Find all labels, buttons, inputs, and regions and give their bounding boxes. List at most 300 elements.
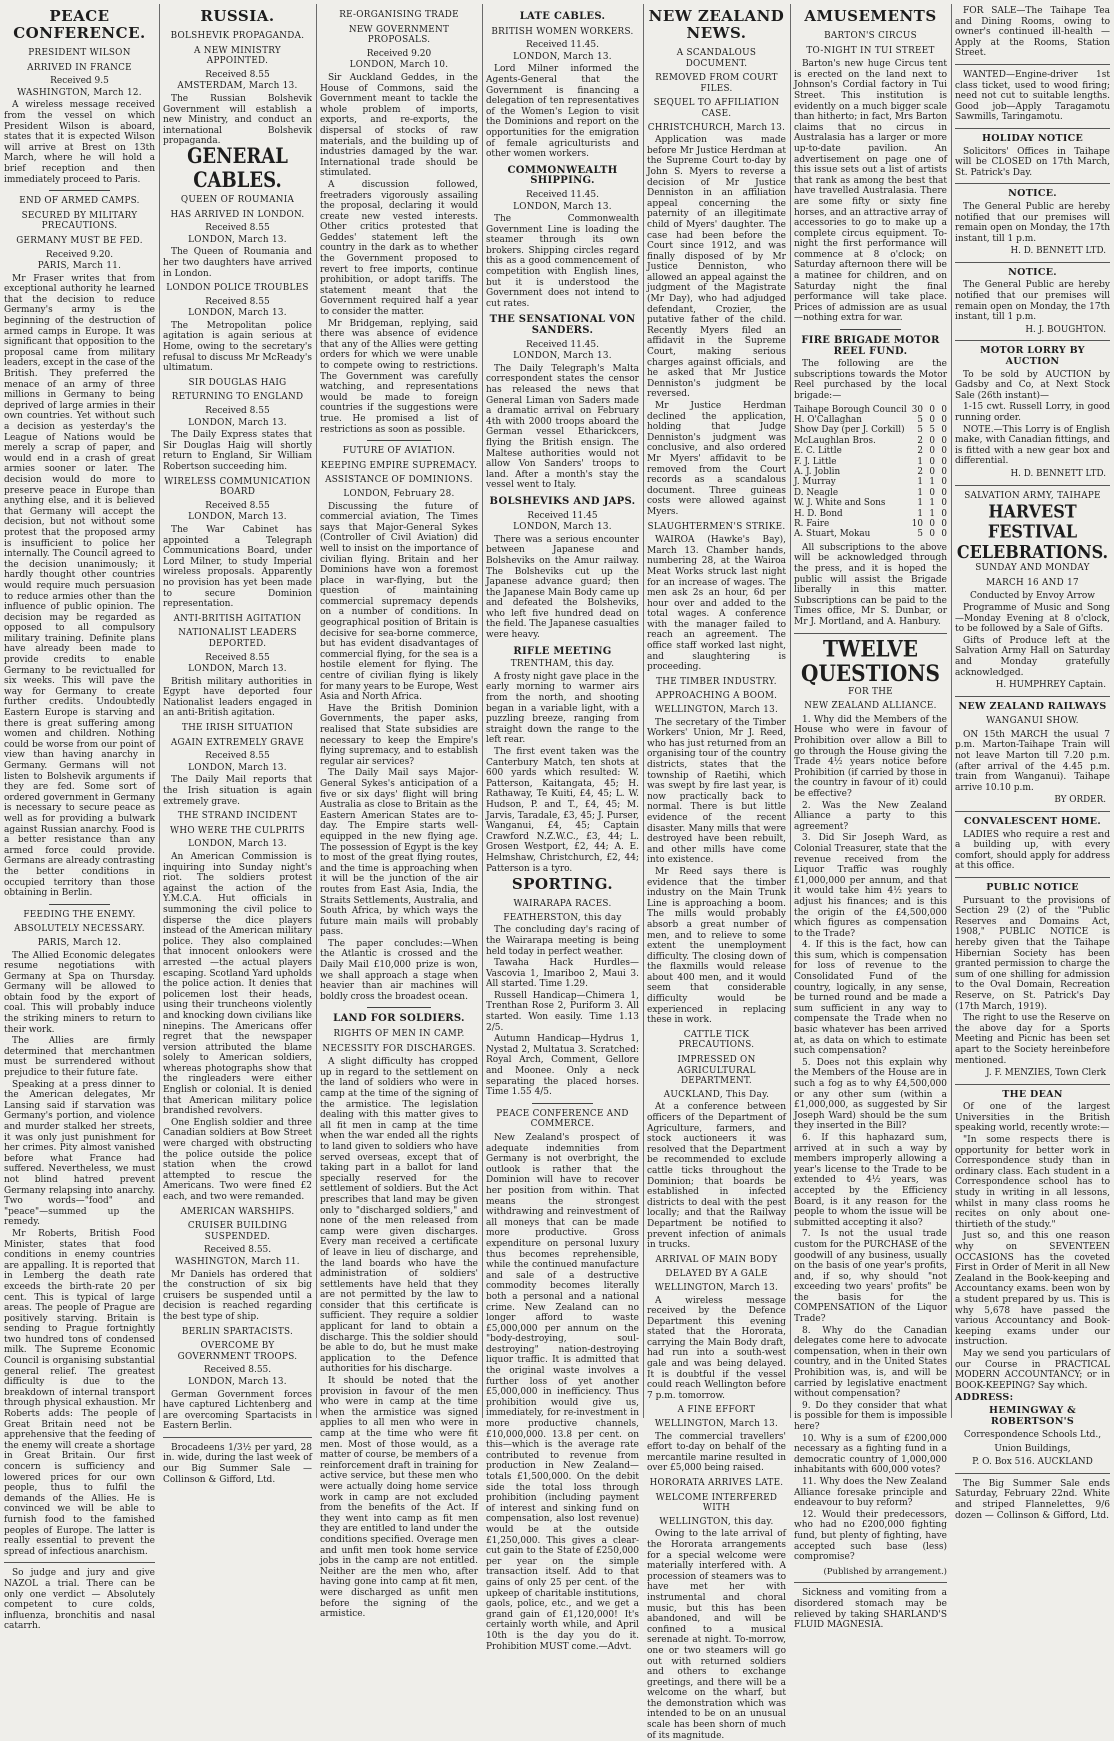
- headline: A FINE EFFORT: [677, 1405, 756, 1416]
- headline: BOLSHEVIK PROPAGANDA.: [170, 31, 305, 41]
- amount-pounds: 1: [917, 456, 923, 467]
- address-label: ADDRESS:: [955, 1392, 1014, 1404]
- subheadline: IMPRESSED ON AGRICULTURAL DEPARTMENT.: [677, 1055, 756, 1087]
- notice-text: To be sold by AUCTION by Gadsby and Co, at Next Stock Sale (26th instant)—: [955, 369, 1110, 401]
- subheadline: AGAIN EXTREMELY GRAVE: [170, 737, 305, 748]
- amount-shillings: 0: [929, 519, 935, 530]
- address-line: Correspondence Schools Ltd.,: [963, 1430, 1102, 1441]
- article-paragraph: One English soldier and three Canadian soldiers at Bow Street were charged with obstructing the police outside the police station when the crowd attempted to rescue the Americans. Two were fined £2 each, and two were remanded.: [163, 1117, 312, 1202]
- notice-text: Programme of Music and Song—Monday Evening at 8 o'clock, to be followed by a Sale of Gifts.: [955, 602, 1110, 635]
- headline: THE STRAND INCIDENT: [177, 811, 298, 822]
- headline: CATTLE TICK PRECAUTIONS.: [678, 1029, 755, 1051]
- received-time: Received 8.55: [205, 406, 270, 417]
- amount-shillings: 0: [929, 467, 935, 478]
- dateline: AMSTERDAM, March 13.: [177, 81, 298, 92]
- article-paragraph: The following are the subscriptions towards the Motor Reel purchased by the local brigade:—: [794, 359, 947, 401]
- headline: THE SENSATIONAL VON SANDERS.: [489, 314, 636, 337]
- headline: BARTON'S CIRCUS: [824, 31, 917, 41]
- question-item: 12. Would their predecessors, who had no £200,000 fighting fund, but plenty of fighting, have accepted such base (less) compromise?: [794, 1509, 947, 1563]
- amount-shillings: 0: [929, 487, 935, 498]
- article-paragraph: All subscriptions to the above will be acknowledged through the press, and it is hoped the public will assist the Brigade liberally in this matter. Subscriptions can be paid to the Times office, Mr S. Dunbar, or Mr J. Mortland, and A. Hanbury.: [794, 542, 947, 628]
- notice-text: The General Public are hereby notified that our premises will remain open on Monday, the 17th instant, till 1 p.m.: [955, 280, 1110, 323]
- amount-pence: 0: [941, 415, 947, 425]
- notice-signature: BY ORDER.: [1054, 795, 1106, 806]
- column-rule: [316, 4, 317, 1418]
- article-paragraph: The secretary of the Timber Workers' Union, Mr J. Reed, who has just returned from an organising tour of the country districts, states that the township of Raetihi, which was swept by fire last year, is now practically back to normal. There is but little evidence of the recent disaster. Many mills that were destroyed have been rebuilt, and other mills have come into existence.: [647, 717, 786, 866]
- notice-text: Of one of the largest Universities in the British speaking world, recently wrote:—: [955, 1102, 1110, 1134]
- article-paragraph: There was a serious encounter between Japanese and Bolsheviks on the Amur railway. The Bolsheviks cut up the Japanese advance guard; then the Japanese Main Body came up and defeated the Bolsheviks, who left five hundred dead on the field. The Japanese casualties were heavy.: [486, 534, 639, 641]
- article-paragraph: Application was made before Mr Justice Herdman at the Supreme Court to-day by John S. Myers to reverse a decision of Mr Justice Denniston in an affiliation appeal concerning the paternity of an illegitimate child of Myers' daughter. The case had been before the Court since 1912, and was finally disposed of by Mr Justice Denniston, who allowed an appeal against the judgment of the Magistrate (Mr Day), who had adjudged defendant, Crozier, the putative father of the child. Recently Myers filed an affidavit in the Supreme Court, making serious charges against officials, and he asked that Mr Justice Denniston's judgment be reversed.: [647, 135, 786, 400]
- amount-pence: 0: [941, 477, 947, 488]
- subscriber-name: Show Day (per J. Corkill): [794, 425, 905, 436]
- article-paragraph: Speaking at a press dinner to the American delegates, Mr Lansing said if starvation was Germany's portion, and violence and murder stalked her streets, it was only just punishment for her crimes. Pity almost vanished before what France had suffered. Nevertheless, we must not blind hatred prevent Germany relapsing into anarchy. Two words—"food" and "peace"—summed up the remedy.: [4, 1079, 155, 1228]
- address-line: P. O. Box 516. AUCKLAND: [972, 1457, 1093, 1468]
- amount-pence: 0: [941, 529, 947, 540]
- article-paragraph: The concluding day's racing of the Wairarapa meeting is being held today in perfect weather.: [486, 925, 639, 957]
- headline: HORORATA ARRIVES LATE.: [649, 1478, 784, 1488]
- divider: [367, 440, 430, 441]
- amount-pounds: 30: [911, 404, 923, 415]
- divider: [955, 340, 1110, 341]
- article-paragraph: A slight difficulty has cropped up in regard to the settlement on the land of soldiers who were in camp at the time of the signing of the armistice. The legislation dealing with this matter gives to all fit men in camp at the time when the war ended all the rights to land given to soldiers who have served overseas, except that of taking part in a ballot for land specially reserved for the settlement of soldiers. But the Act prescribes that land may be given only to "discharged soldiers," and none of the men released from camp were given discharges. Every man received a certificate of leave in lieu of discharge, and the land boards who have the administration of soldiers' settlements have held that they are not permitted by the law to consider that this certificate is sufficient. They require a soldier applicant for land to obtain a discharge. This the soldier should be able to do, but he must make application to the Defence authorities for his discharge.: [320, 1057, 478, 1375]
- dateline: LONDON, March 13.: [188, 512, 287, 523]
- subheadline: CRUISER BUILDING SUSPENDED.: [187, 1221, 288, 1242]
- section-title: AMUSEMENTS: [804, 7, 937, 25]
- headline: ANTI-BRITISH AGITATION: [173, 613, 302, 624]
- article-paragraph: British military authorities in Egypt have deported four Nationalist leaders engaged in an anti-British agitation.: [163, 676, 312, 719]
- subscriber-name: McLaughlan Bros.: [794, 435, 876, 446]
- section-title: TWELVE QUESTIONS: [801, 634, 940, 687]
- headline: WIRELESS COMMUNICATION BOARD: [164, 476, 311, 498]
- article-paragraph: Have the British Dominion Governments, the paper asks, realised that State subsidies are necessary to keep the Empire's flying supremacy, and to establish regular air services?: [320, 703, 478, 767]
- article-paragraph: The Daily Express states that Sir Douglas Haig will shortly return to England, Sir William Robertson succeeding him.: [163, 430, 312, 472]
- subheadline: DELAYED BY A GALE: [665, 1269, 768, 1280]
- divider: [49, 904, 109, 905]
- questions-list: [794, 715, 947, 1563]
- divider: [955, 696, 1110, 697]
- subscriber-name: A. J. Joblin: [794, 467, 841, 478]
- notice-title: SALVATION ARMY, TAIHAPE: [964, 490, 1101, 501]
- headline: FIRE BRIGADE MOTOR REEL FUND.: [801, 335, 940, 357]
- received-time: Received 9.20: [366, 48, 432, 59]
- received-time: Received 8.55: [205, 652, 270, 663]
- column-russia-general-cables: [163, 6, 312, 1485]
- advertisement: So judge and jury and give NAZOL a trial. There can be only one verdict — Absolutely competent to cure colds, influenza, bronchitis and nasal catarrh.: [4, 1568, 155, 1632]
- dateline: LONDON, February 28.: [343, 488, 455, 499]
- question-item: 6. If this haphazard sum, arrived at in such a way by members improperly allowing a year's license to the Trade to be extended to 4½ years, was accepted by the Efficiency Board, is it any reason for the people to whom the issue will be submitted accepting it also?: [794, 1132, 947, 1228]
- received-time: Received 11.45.: [525, 40, 599, 51]
- subheadline: WELCOME INTERFERED WITH: [655, 1492, 778, 1514]
- subheadline: SECURED BY MILITARY PRECAUTIONS.: [21, 210, 138, 232]
- subscription-row: [794, 498, 947, 508]
- received-time: Received 11.45.: [525, 189, 599, 200]
- received-time: Received 8.55: [205, 223, 270, 234]
- received-time: Received 9.20.: [45, 249, 114, 260]
- section-title: GENERAL CABLES.: [187, 143, 288, 193]
- subscription-row: [794, 425, 947, 435]
- notice-text: The right to use the Reserve on the above day for a Sports Meeting and Picnic has been set apart to the Society hereinbefore mentioned.: [955, 1013, 1110, 1066]
- headline: THE TIMBER INDUSTRY.: [656, 676, 777, 687]
- dateline: CHRISTCHURCH, March 13.: [647, 122, 786, 133]
- dateline: LONDON, March 13.: [188, 839, 287, 850]
- notice-text: 1-15 cwt. Russell Lorry, in good running order.: [955, 402, 1110, 423]
- headline: THE IRISH SITUATION: [181, 723, 294, 734]
- notice-text: ON 15th MARCH the usual 7 p.m. Marton-Taihape Train will not leave Marton till 7.20 p.m. (after arrival of the 4.45 p.m. train from Wanganui). Taihape arrive 10.10 p.m.: [955, 729, 1110, 793]
- received-time: Received 8.55: [205, 296, 270, 307]
- headline: BERLIN SPARTACISTS.: [181, 1326, 294, 1337]
- notice-text: Just so, and this one reason why on SEVENTEEN OCCASIONS has the coveted First in Order of Merit in all New Zealand in the Book-keeping and Accountancy exams. been won by a student prepared by us. This is why 5,678 have passed the various Accountancy and Book-keeping exams under our instruction.: [955, 1231, 1110, 1348]
- subscription-row: [794, 509, 947, 519]
- amount-pounds: 10: [911, 519, 923, 530]
- dateline: LONDON, March 13.: [188, 308, 287, 319]
- divider: [49, 190, 109, 191]
- question-item: 4. If this is the fact, how can this sum, which is compensation for loss of revenue to the Consolidated Fund of the country, logically, in any sense, be turned round and be made a sum sufficient in any way to compensate the Trade when no basic whatever has been arrived at, as data on which to estimate such compensation?: [794, 940, 947, 1057]
- divider: [840, 329, 901, 330]
- article-paragraph: The Allied Economic delegates resume negotiations with Germany at Spa on Thursday. Germany will be allowed to obtain food by the export of coal. This will probably induce the striking miners to return to their work.: [4, 950, 155, 1035]
- notice-signature: H. D. BENNETT LTD.: [1010, 246, 1106, 257]
- subheadline: A NEW MINISTRY APPOINTED.: [193, 45, 281, 67]
- subscriber-name: A. Stuart, Mokau: [794, 529, 871, 540]
- dateline: LONDON, March 13.: [188, 762, 287, 773]
- address-line: Union Buildings,: [994, 1443, 1071, 1454]
- column-rule: [159, 4, 160, 1418]
- subheadline: FOR THE: [848, 686, 893, 697]
- advertisement: Sickness and vomiting from a disordered stomach may be relieved by taking SHARLAND'S FLUID MAGNESIA.: [794, 1588, 947, 1631]
- article-paragraph: A discussion followed, freetraders vigorously assailing the proposal, declaring it would create new vested interests. Other critics protested that Geddes' statement left the country in the dark as to whether the Government proposed to revert to free imports, continue prohibition, or adopt tariffs. The statement meant that the Government required half a year to consider the matter.: [320, 179, 478, 318]
- notice-title: NEW ZEALAND RAILWAYS: [958, 700, 1107, 712]
- amount-pence: 0: [941, 446, 947, 457]
- notice-text: Solicitors' Offices in Taihape will be CLOSED on 17th March, St. Patrick's Day.: [955, 146, 1110, 178]
- subscription-row: [794, 529, 947, 539]
- amount-shillings: 5: [929, 425, 935, 436]
- column-peace-conference: [4, 6, 156, 1632]
- subscriber-name: W. J. White and Sons: [794, 498, 886, 509]
- article-paragraph: The War Cabinet has appointed a Telegraph Communications Board, under Lord Milner, to study Imperial wireless proposals. Apparently no provision has yet been made to secure Dominion representation.: [163, 524, 312, 610]
- dateline: WASHINGTON, March 12.: [17, 87, 142, 98]
- dateline: PARIS, March 12.: [37, 937, 122, 948]
- headline: LAND FOR SOLDIERS.: [333, 1013, 465, 1025]
- dateline: LONDON, March 13.: [513, 351, 612, 362]
- notice-signature: J. F. MENZIES, Town Clerk: [986, 1068, 1106, 1079]
- subscription-row: [794, 415, 947, 425]
- question-item: 7. Is not the usual trade custom for the PURCHASE of the goodwill of any business, usually on the basis of one year's profits, and, if so, why should "not exceeding two years' profits" be the basis for the COMPENSATION of the Liquor Trade?: [794, 1229, 947, 1325]
- column-trade-aviation: [320, 6, 478, 1620]
- dateline: WELLINGTON, March 13.: [654, 1419, 779, 1430]
- article-paragraph: German Government forces have captured Lichtenberg and are overcoming Spartacists in Eastern Berlin.: [163, 1389, 312, 1432]
- headline: PEACE CONFERENCE AND COMMERCE.: [496, 1108, 629, 1130]
- dateline: LONDON, March 13.: [513, 201, 612, 212]
- subscriber-name: H. O'Callaghan: [794, 415, 862, 425]
- dateline: TRENTHAM, this day.: [510, 659, 615, 670]
- notice-text: The General Public are hereby notified that our premises will remain open on Monday, the 17th instant, till 1 p.m.: [955, 201, 1110, 244]
- notice-signature: H. D. BENNETT LTD.: [1010, 468, 1106, 479]
- dateline: PARIS, March 11.: [37, 261, 122, 272]
- question-item: 11. Why does the New Zealand Alliance foresake principle and endeavour to buy reform?: [794, 1476, 947, 1509]
- subscriber-name: Taihape Borough Council: [794, 404, 907, 415]
- subheadline: OVERCOME BY GOVERNMENT TROOPS.: [177, 1341, 298, 1362]
- subheadline: WANGANUI SHOW.: [986, 716, 1079, 727]
- dateline: LONDON, March 10.: [349, 60, 449, 71]
- received-time: Received 8.55.: [203, 1245, 272, 1256]
- subheadline: MARCH 16 AND 17: [986, 577, 1079, 588]
- subheadline: RETURNING TO ENGLAND: [171, 392, 304, 403]
- column-rule: [790, 4, 791, 1418]
- article-paragraph: A wireless message received by the Defence Department this evening stated that the Hororata, carrying the Main Body draft, had run into a south-west gale and was being delayed. It is doubtful if the vessel could reach Wellington before 7 p.m. tomorrow.: [647, 1295, 786, 1401]
- headline: SLAUGHTERMEN'S STRIKE.: [647, 521, 786, 532]
- article-paragraph: It should be noted that the provision in favour of the men who were in camp at the time when the armistice was signed applies to all men who were in camp at the time who were fit men. Most of those would, as a matter of course, be members of a reinforcement draft in training for active service, but these men who were actually doing home service work in camp are not excluded from the benefits of the Act. If they went into camp as fit men they are entitled to land under the conditions specified. Overage men and unfit men took home service jobs in the camp are not entitled. Neither are the men who, after having gone into camp at fit men, were discharged as unfit men before the signing of the armistice.: [320, 1376, 478, 1620]
- dateline: WELLINGTON, this day.: [659, 1516, 774, 1527]
- amount-pence: 0: [941, 404, 947, 415]
- amount-pence: 0: [941, 425, 947, 436]
- amount-shillings: 0: [929, 456, 935, 467]
- amount-pounds: 5: [917, 529, 923, 540]
- divider: [532, 1103, 593, 1104]
- subscription-row: [794, 519, 947, 529]
- headline: PRESIDENT WILSON: [28, 48, 131, 58]
- amount-pounds: 1: [917, 477, 923, 488]
- article-paragraph: The Daily Mail reports that the Irish situation is again extremely grave.: [163, 775, 312, 807]
- amount-shillings: 1: [929, 477, 935, 488]
- article-paragraph: At a conference between officers of the Department of Agriculture, farmers, and stock auctioneers it was resolved that the Department be recommended to exclude cattle ticks throughout the Dominion; that boards be established in infected districts to deal with the pest locally; and that the Railway Department be notified to prevent infection of animals in trucks.: [647, 1102, 786, 1251]
- headline: WAIRARAPA RACES.: [513, 899, 612, 910]
- article-paragraph: Owing to the late arrival of the Hororata arrangements for a special welcome were materially interfered with. A procession of steamers was to have met her with instrumental and choral music, but this has been abandoned, and will be confined to a musical serenade at night. To-morrow, one or two steamers will go out with returned soldiers and others to exchange greetings, and there will be a welcome on the wharf, but the demonstration which was intended to be on an unusual scale has been shorn of much of its magnitude.: [647, 1529, 786, 1741]
- divider: [955, 183, 1110, 184]
- column-new-zealand-news: [647, 6, 786, 1741]
- subscription-row: [794, 446, 947, 456]
- headline: AMERICAN WARSHIPS.: [180, 1206, 295, 1217]
- article-paragraph: A frosty night gave place in the early morning to warmer airs from the north, and shooting began in a variable light, with a puzzling breeze, ranging from straight down the range to the left rear.: [486, 671, 639, 746]
- article-paragraph: Barton's new huge Circus tent is erected on the land next to Johnson's Cordial factory in Tui Street. This institution is evidently on a much bigger scale than hitherto; in fact, Mrs Barton claims that no circus in Australasia has a larger or more up-to-date pavilion. An advertisement on page one of this issue sets out a list of artists that rank as among the best that have travelled Australasia. There are some fifty or sixty fine horses, and an attractive array of accessories to go to make up a complete circus equipment. To-night the first performance will commence at 8 o'clock; on Saturday afternoon there will be a matinee for children, and on Saturday night the final performance will take place. Prices of admission are as usual—nothing extra for war.: [794, 59, 947, 324]
- section-title: RUSSIA.: [200, 7, 275, 25]
- divider: [955, 1473, 1110, 1474]
- column-rule: [643, 4, 644, 1418]
- divider: [794, 1582, 947, 1583]
- divider: [955, 64, 1110, 65]
- amount-pence: 0: [941, 519, 947, 530]
- article-paragraph: The Daily Telegraph's Malta correspondent states the censor has released the news that General Liman von Saders made a dramatic arrival on February 4th with 2000 troops aboard the German vessel Etharickcers, flying the British ensign. The Maltese authorities would not allow Von Sanders' troops to land. After a month's stay the vessel went to Italy.: [486, 363, 639, 491]
- notice-text: LADIES who require a rest and a building up, with every comfort, should apply for address at this office.: [955, 829, 1110, 872]
- question-item: 2. Was the New Zealand Alliance a party to this agreement?: [794, 800, 947, 832]
- divider: [794, 633, 947, 634]
- subscription-row: [794, 477, 947, 487]
- question-item: 3. Did Sir Joseph Ward, as Colonial Treasurer, state that the revenue received from the Liquor Traffic was roughly £1,000,000 per annum, and that it would take him 4½ years to adjust his finances; and is this the origin of the £4,500,000 which figures as compensation to the Trade?: [794, 833, 947, 939]
- ad-headline: HARVEST FESTIVAL CELEBRATIONS.: [956, 500, 1109, 563]
- divider: [4, 1562, 155, 1563]
- notice-title: NOTICE.: [1008, 266, 1057, 278]
- article-paragraph: The Queen of Roumania and her two daughters have arrived in London.: [163, 247, 312, 279]
- advertisement: The Big Summer Sale ends Saturday, February 22nd. White and striped Flannelettes, 9/6 dozen — Collinson & Gifford, Ltd.: [955, 1478, 1110, 1521]
- amount-pounds: 2: [917, 435, 923, 446]
- amount-pence: 0: [941, 487, 947, 498]
- amount-shillings: 0: [929, 446, 935, 457]
- subheadline: TO-NIGHT IN TUI STREET: [806, 45, 935, 56]
- headline: LONDON POLICE TROUBLES: [166, 283, 309, 294]
- article-paragraph: Mr Bridgeman, replying, said there was absence of evidence that any of the Allies were getting orders for which we were unable to compete owing to restrictions. The Government was carefully watching, and representations would be made to foreign countries if the suggestions were true. He promised a list of restrictions as soon as possible.: [320, 318, 478, 435]
- subheadline: HAS ARRIVED IN LONDON.: [170, 209, 305, 220]
- received-time: Received 8.55: [205, 69, 270, 80]
- subheadline: NEW ZEALAND ALLIANCE.: [804, 701, 937, 712]
- dateline: WASHINGTON, March 11.: [175, 1256, 300, 1267]
- article-paragraph: The first event taken was the Canterbury Match, ten shots at 600 yards which resulted: W. Patterson, Kaitangata, 45; H. Rathaway, Te Kuiti, £4, 45; L. W. Hudson, P. and T., £4, 45; M. Jarvis, Taradale, £3, 45; J. Purser, Wanganui, £4, 45; Captain Crawford N.Z.W.C., £3, 44; L. Grosen Westport, £2, 44; A. E. Helmshaw, Christchurch, £2, 44; Patterson is a tyro.: [486, 747, 639, 874]
- divider: [955, 877, 1110, 878]
- notice-title: NOTICE.: [1008, 188, 1057, 200]
- received-time: Received 9.5: [50, 76, 109, 87]
- headline: A SCANDALOUS DOCUMENT.: [676, 48, 757, 69]
- dateline: WELLINGTON, March 13.: [654, 705, 779, 716]
- headline: ARRIVAL OF MAIN BODY: [655, 1254, 778, 1265]
- received-time: Received 8.55: [205, 500, 270, 511]
- subscriber-name: H. D. Bond: [794, 508, 843, 519]
- section-title: SPORTING.: [511, 875, 614, 894]
- article-paragraph: Sir Auckland Geddes, in the House of Commons, said the Government meant to tackle the whole problem of imports, exports, and re-exports, the dispersal of stocks of raw materials, and the building up of industries damaged by the war. International trade should be stimulated.: [320, 72, 478, 179]
- question-item: 10. Why is a sum of £200,000 necessary as a fighting fund in a democratic country of 1,000,000 inhabitants with 600,000 votes?: [794, 1433, 947, 1476]
- received-time: Received 11.45.: [525, 339, 599, 350]
- dateline: LONDON, March 13.: [188, 664, 287, 675]
- subscriber-name: F. J. Little: [794, 456, 837, 467]
- dateline: LONDON, March 13.: [188, 1376, 287, 1387]
- subheadline: NATIONALIST LEADERS DEPORTED.: [178, 628, 297, 649]
- headline: BRITISH WOMEN WORKERS.: [491, 26, 634, 37]
- race-result: Autumn Handicap—Hydrus 1, Nystad 2, Multatua 3. Scratched: Royal Arch, Comment, Gellore and Moonee. Only a neck separating the placed horses. Time 1.55 4/5.: [486, 1034, 639, 1098]
- amount-pence: 0: [941, 498, 947, 509]
- dateline: LONDON, March 13.: [188, 234, 287, 245]
- subheadline: GERMANY MUST BE FED.: [16, 235, 143, 246]
- section-title: PEACE CONFERENCE.: [13, 7, 146, 42]
- article-paragraph: Discussing the future of commercial aviation, The Times says that Major-General Sykes (Controller of Civil Aviation) did well to insist on the importance of civilian flying. Britain and her Dominions have won a foremost place in war-flying, but the question of maintaining commercial supremacy depends on a number of conditions. In geographical position of Britain is decisive for sea-borne commerce, but has evident disadvantages of commercial flying, for the sea is a hostile element for flying. The centre of civilian flying is likely for many years to be Europe, West Asia and North Africa.: [320, 501, 478, 703]
- article-paragraph: Mr Roberts, British Food Minister, states that food conditions in enemy countries are appalling. It is reported that in Lemberg the death rate exceeds the birth-rate 20 per cent. This is typical of large areas. The people of Prague are positively starving. Britain is sending to Prague fortnightly two hundred tons of condensed milk. The Supreme Economic Council is organising substantial general relief. The greatest difficulty is due to the breakdown of internal transport through physical exhaustion. Mr Roberts adds: The people of Great Britain need not be apprehensive that the feeding of the enemy will create a shortage in Great Britain. Our first concern is sufficiency and lowered prices for our own people, thus to fulfil the demands of the Allies. He is convinced we will be able to furnish food to the famished peoples of Europe. The latter is really essential to prevent the spread of infectious anarchism.: [4, 1228, 155, 1557]
- section-title: LATE CABLES.: [519, 11, 606, 22]
- amount-shillings: 0: [929, 404, 935, 415]
- column-late-cables: [486, 6, 639, 1652]
- dateline: FEATHERSTON, this day: [503, 912, 622, 923]
- dateline: LONDON, March 13.: [513, 522, 612, 533]
- article-paragraph: The Metropolitan police agitation is again serious at Home, owing to the secretary's refusal to discuss Mr McReady's ultimatum.: [163, 320, 312, 374]
- article-paragraph: A wireless message received from the vessel on which President Wilson is aboard, states that it is expected Wilson will arrive at Brest on 13th March, where he will hold a brief reception and then immediately proceed to Paris.: [4, 100, 155, 185]
- race-result: Russell Handicap—Chimera 1, Trenthan Rose 2, Puriform 3. All started. Won easily. Time 1.13 2/5.: [486, 990, 639, 1033]
- subheadline: SUNDAY AND MONDAY: [975, 563, 1090, 574]
- divider: [955, 128, 1110, 129]
- headline: SIR DOUGLAS HAIG: [188, 377, 287, 388]
- classified-ad: FOR SALE—The Taihape Tea and Dining Rooms, owing to owner's continued ill-health — Apply at the Rooms, Station Street.: [955, 6, 1110, 59]
- subheadline: SEQUEL TO AFFILIATION CASE.: [653, 98, 780, 119]
- subheadline: APPROACHING A BOOM.: [655, 691, 778, 702]
- divider: [955, 262, 1110, 263]
- article-paragraph: WAIROA (Hawke's Bay), March 13. Chamber hands, numbering 28, at the Wairoa Meat Works struck last night for an increase of wages. The men ask 2s an hour, 6d per hour over and added to the total wages. A conference with the manager failed to reach an agreement. The office staff worked last night, and slaughtering is proceeding.: [647, 535, 786, 673]
- notice-text: Conducted by Envoy Arrow: [969, 591, 1095, 602]
- amount-shillings: 0: [929, 435, 935, 446]
- notice-title: THE DEAN: [1002, 1088, 1063, 1100]
- received-time: Received 8.55.: [203, 1365, 272, 1376]
- amount-shillings: 0: [929, 529, 935, 540]
- subheadline: ASSISTANCE OF DOMINIONS.: [325, 475, 473, 486]
- received-time: Received 8.55: [205, 751, 270, 762]
- subheadline: ARRIVED IN FRANCE: [27, 62, 132, 73]
- amount-pounds: 2: [917, 467, 923, 478]
- headline: BOLSHEVIKS AND JAPS.: [489, 495, 636, 507]
- publication-note: (Published by arrangement.): [823, 1566, 947, 1577]
- question-item: 8. Why do the Canadian delegates come here to advocate compensation, when in their own country, and in the United States Prohibition was, is, and will be carried by legislative enactment without compensation?: [794, 1325, 947, 1400]
- article-paragraph: An American Commission is inquiring into Sunday night's riot. The soldiers protest against the action of the Y.M.C.A. Hut officials in summoning the civil police to disperse the dice players instead of the American military police. They also complained that innocent onlookers were arrested —the actual players escaping. Scotland Yard upholds the police action. It denies that policemen lost their heads, using their truncheons violently and knocking down civilians like ninepins. The Americans offer regret that the newspaper version attributed the blame solely to American soldiers, whereas photographs show that the ringleaders were either English or colonial. It is denied that American military police brandished revolvers.: [163, 852, 312, 1117]
- dateline: LONDON, March 13.: [188, 417, 287, 428]
- article-paragraph: The Russian Bolshevik Government will establish a new Ministry, and conduct an international Bolshevik propaganda.: [163, 93, 312, 147]
- article-paragraph: New Zealand's prospect of adequate indemnities from Germany is not overbright, the outlook is rather that the Dominion will have to recover her position from within. That means the strongest withdrawing and reinvestment of all moneys that can be made more productive. Gross expenditure on personal luxury thus becomes reprehensible, while the continued manufacture and sale of a destructive commodity becomes literally both a personal and a national crime. New Zealand can no longer afford to waste £5,000,000 per annum on the "body-destroying, soul-destroying" nation-destroying liquor traffic. It is admitted that the original waste involves a further loss of yet another £5,000,000 in inefficiency. Thus prohibition would give us, immediately, for re-investment in more productive channels, £10,000,000. 13.8 per cent. on this—which is the average rate contributed to revenue from production in New Zealand—totals £1,500,000. On the debit side the total loss through prohibition (including payment of interest and sinking fund on compensation, also lost revenue) would be at the outside £1,250,000. This gives a clear-cut gain to the State of £250,000 per year on the simple transaction itself. Add to that gains of only 25 per cent. of the upkeep of charitable institutions, gaols, police, etc., and we get a grand gain of £1,120,000! It's certainly worth while, and April 10th is the day you do it. Prohibition MUST come.—Advt.: [486, 1133, 639, 1652]
- subheadline: NECESSITY FOR DISCHARGES.: [322, 1043, 476, 1054]
- article-paragraph: Mr Justice Herdman declined the application, holding that Judge Denniston's judgment was conclusive, and also ordered Mr Myers' affidavit to be removed from the Court records as a scandalous document. Three guineas costs were allowed against Myers.: [647, 401, 786, 517]
- amount-shillings: 0: [929, 415, 935, 425]
- column-rule: [951, 4, 952, 1418]
- article-paragraph: Mr Daniels has ordered that the construction of six big cruisers be suspended until a decision is reached regarding the best type of ship.: [163, 1269, 312, 1322]
- divider: [955, 485, 1110, 486]
- subheadline: KEEPING EMPIRE SUPREMACY.: [320, 460, 478, 471]
- question-item: 9. Do they consider that what is possible for them is impossible here?: [794, 1400, 947, 1432]
- headline: COMMONWEALTH SHIPPING.: [507, 164, 618, 187]
- column-amusements: [794, 6, 947, 1631]
- article-paragraph: The commercial travellers' effort to-day on behalf of the mercantile marine resulted in over £5,000 being raised.: [647, 1431, 786, 1474]
- amount-pence: 0: [941, 508, 947, 519]
- notice-signature: H. HUMPHREY Captain.: [995, 680, 1106, 691]
- article-paragraph: The paper concludes:—When the Atlantic is crossed and the Daily Mail £10,000 prize is won, we shall approach a stage when heavier than air machines will boldly cross the broadest ocean.: [320, 938, 478, 1002]
- article-paragraph: The Commonwealth Government Line is loading the steamer through its own brokers. Shipping circles regard this as a good commencement of competition with English lines, but it is understood the Government does not intend to cut rates.: [486, 214, 639, 309]
- column-advertisements: [955, 6, 1110, 1521]
- dateline: LONDON, March 13.: [513, 51, 612, 62]
- divider: [955, 1084, 1110, 1085]
- subscriber-name: R. Faire: [794, 519, 830, 530]
- subscription-row: [794, 457, 947, 467]
- amount-pence: 0: [941, 467, 947, 478]
- notice-title: CONVALESCENT HOME.: [964, 816, 1101, 828]
- subscription-row: [794, 405, 947, 415]
- notice-text: Pursuant to the provisions of Section 29 (2) of the "Public Reserves and Domains Act, 1908," PUBLIC NOTICE is hereby given that the Taihape Hibernian Society has been granted permission to charge the sum of one shilling for admission to the Oval Domain, Recreation Reserve, on St. Patrick's Day (17th March, 1919).: [955, 895, 1110, 1012]
- amount-shillings: 1: [929, 498, 935, 509]
- notice-text: "In some respects there is opportunity for better work in Correspondence study than in ordinary class. Each student in a Correspondence school has to study in writing in all lessons, whilst in many class rooms he recites on only about one-thirtieth of the study.": [955, 1135, 1110, 1230]
- divider: [367, 1007, 430, 1008]
- amount-pence: 0: [941, 435, 947, 446]
- subscriber-name: D. Neagle: [794, 487, 839, 498]
- subscription-row: [794, 488, 947, 498]
- headline: QUEEN OF ROUMANIA: [180, 194, 295, 205]
- notice-title: PUBLIC NOTICE: [986, 882, 1079, 893]
- question-item: 1. Why did the Members of the House who were in favour of Prohibition over allow a Bill to go through the House giving the Trade 4½ years notice before Prohibition (if carried by those in the country in favour of it) could be effective?: [794, 714, 947, 799]
- article-paragraph: The Allies are firmly determined that merchantmen must be surrendered without prejudice to their future fate.: [4, 1036, 155, 1079]
- subheadline: WHO WERE THE CULPRITS: [170, 825, 305, 836]
- subscription-row: [794, 467, 947, 477]
- subscriber-name: E. C. Little: [794, 446, 842, 457]
- classified-ad: WANTED—Engine-driver 1st class ticket, used to wood firing; need not cut to suitable lengths. Good job—Apply Taragamotu Sawmills, Taringamotu.: [955, 69, 1110, 123]
- notice-text: NOTE.—This Lorry is of English make, with Canadian fittings, and is fitted with a new gear box and differential.: [955, 424, 1110, 467]
- notice-title: MOTOR LORRY BY AUCTION: [980, 345, 1085, 368]
- subscriber-name: J. Murray: [794, 477, 836, 488]
- amount-pounds: 5: [917, 425, 923, 436]
- subscription-table: [794, 405, 947, 540]
- divider: [955, 811, 1110, 812]
- headline: FEEDING THE ENEMY.: [23, 909, 136, 920]
- headline: RIFLE MEETING: [513, 645, 612, 657]
- section-title: NEW ZEALAND NEWS.: [648, 7, 785, 42]
- headline: RE-ORGANISING TRADE: [339, 10, 459, 20]
- headline: FUTURE OF AVIATION.: [342, 446, 456, 457]
- question-item: 5. Does not this explain why the Members of the House are in such a fog as to why £4,500,000 or any other sum (within a £1,000,000, as suggested by Sir Joseph Ward) should be the sum they inserted in the Bill?: [794, 1057, 947, 1132]
- subheadline: RIGHTS OF MEN IN CAMP.: [333, 1029, 465, 1040]
- article-paragraph: Mr Fraser writes that from exceptional authority he learned that the decision to reduce Germany's army is the beginning of the destruction of armed camps in Europe. It was significant that opposition to the proposal came from military leaders, except in the case of the British. They preferred the menace of an army of three millions in Germany to being deprived of large armies in their own countries. Yet without such a decision as yesterday's the League of Nations would be merely a scrap of paper, and would end in a crash of great armies sooner or later. The decision would do more to preserve peace in Europe than anything else, and it is believed that Germany will accept the decision, but not without some protest that the proposed army is insufficient to police her internally. The Council agreed to the decision unanimously; it hardly thought other countries would require much persuasion to reduce armies other than the influence of public opinion. The decision may be regarded as opposed to all compulsory military training. Definite plans have already been made to provide credits to enable Germany to be revictualled for six weeks. This will pave the way for Germany to create further credits. Undoubtedly Eastern Europe is starving and there is great suffering among women and children. Nothing could be worse from our point of view than having anarchy in Germany. Germans will not listen to Bolshevik arguments if they are fed. Some sort of ordered government in Germany is necessary to secure peace as well as for providing a bulwark against Russian anarchy. Food is a better resistance than any armed force could provide. Germans are already contrasting the better conditions in occupied territory than those obtaining in Berlin.: [4, 273, 156, 899]
- advertisement: Brocadeens 1/3½ per yard, 28 in. wide, during the last week of our Big Summer Sale — Collinson & Gifford, Ltd.: [163, 1442, 312, 1485]
- amount-pounds: 1: [917, 487, 923, 498]
- amount-shillings: 1: [929, 508, 935, 519]
- article-paragraph: The Daily Mail says Major-General Sykes's anticipation of a five or six days' flight will bring Australia as close to Britain as the Eastern American States are to-day. The Empire starts well-equipped in the new flying age. The possession of Egypt is the key to most of the great flying routes, and the time is approaching when it will be the junction of the air routes from East Asia, India, the Straits Settlements, Australia, and South Africa, by which ways the future main mails will probably pass.: [320, 768, 478, 938]
- amount-pounds: 1: [917, 498, 923, 509]
- amount-pence: 0: [941, 456, 947, 467]
- notice-text: Gifts of Produce left at the Salvation Army Hall on Saturday and Monday gratefully acknowledged.: [955, 635, 1110, 678]
- dateline: AUCKLAND, This Day.: [663, 1089, 770, 1100]
